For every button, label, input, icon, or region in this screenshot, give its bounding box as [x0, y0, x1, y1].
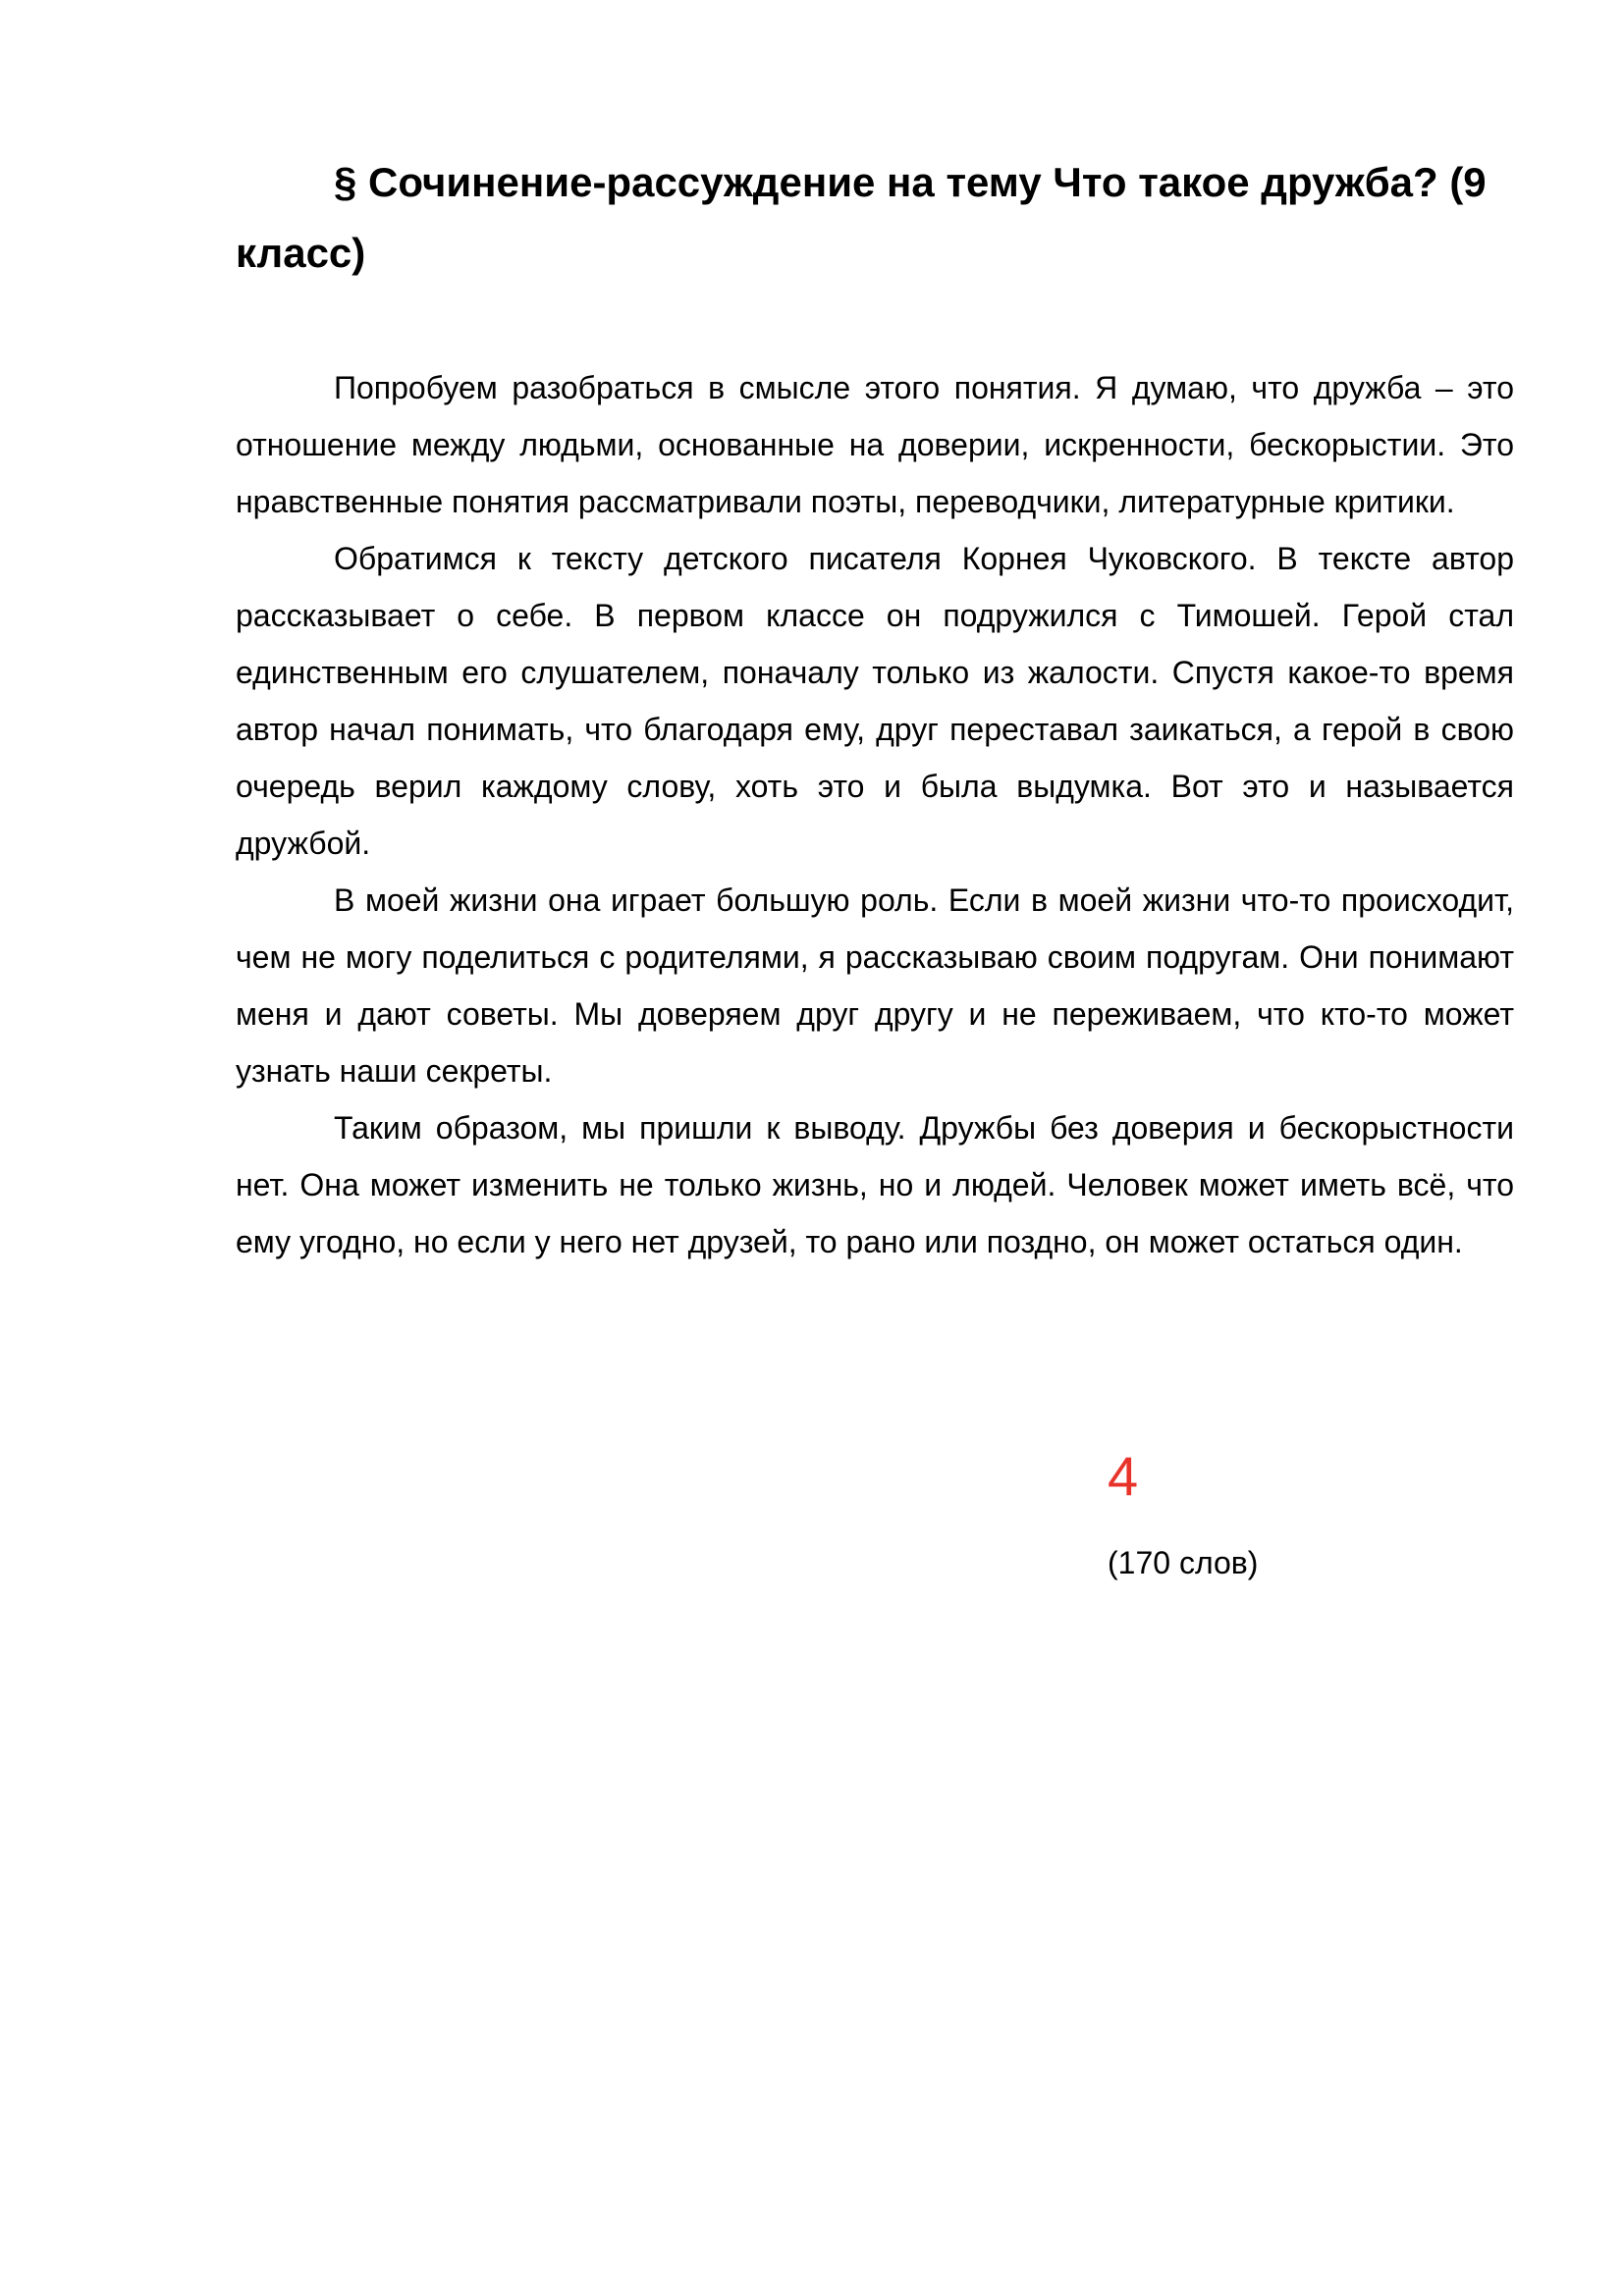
paragraph: В моей жизни она играет большую роль. Если в моей жизни что-то происходит, чем не могу поделиться с родителями, я рассказываю своим подругам. Они понимают меня и дают советы. Мы доверяем друг другу и не переживаем, что кто-то может узнать наши секреты.	[236, 882, 1514, 1089]
paragraph: Обратимся к тексту детского писателя Корнея Чуковского. В тексте автор рассказывает о себе. В первом классе он подружился с Тимошей. Герой стал единственным его слушателем, поначалу только из жалости. Спустя какое-то время автор начал понимать, что благодаря ему, друг переставал заикаться, а герой в свою очередь верил каждому слову, хоть это и была выдумка. Вот это и называется дружбой.	[236, 541, 1514, 861]
paragraph: Попробуем разобраться в смысле этого понятия. Я думаю, что дружба – это отношение между людьми, основанные на доверии, искренности, бескорыстии. Это нравственные понятия рассматривали поэты, переводчики, литературные критики.	[236, 370, 1514, 519]
grade-mark: 4	[1108, 1445, 1139, 1507]
page-title: § Сочинение-рассуждение на тему Что такое дружба? (9 класс)	[236, 159, 1487, 276]
essay-body	[236, 359, 1514, 1270]
word-count: (170 слов)	[1108, 1545, 1259, 1580]
paragraph: Таким образом, мы пришли к выводу. Дружбы без доверия и бескорыстности нет. Она может изменить не только жизнь, но и людей. Человек может иметь всё, что ему угодно, но если у него нет друзей, то рано или поздно, он может остаться один.	[236, 1110, 1514, 1259]
